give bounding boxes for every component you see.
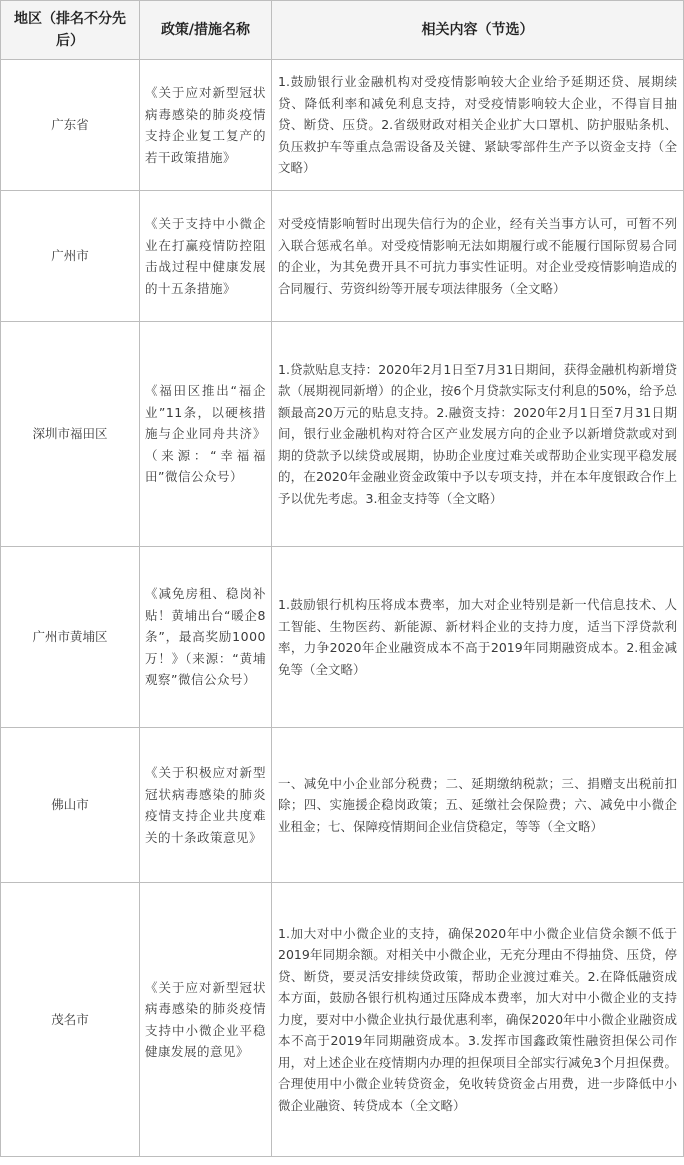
content-cell: 1.鼓励银行业金融机构对受疫情影响较大企业给予延期还贷、展期续贷、降低利率和减免利息支持，对受疫情影响较大企业，不得盲目抽贷、断贷、压贷。2.省级财政对相关企业扩大口罩机、防护服贴条机、负压救护车等重点急需设备及关键、紧缺零部件生产予以资金支持（全文略） (272, 60, 684, 191)
policy-cell: 《关于应对新型冠状病毒感染的肺炎疫情支持企业复工复产的若干政策措施》 (140, 60, 272, 191)
region-cell: 广东省 (1, 60, 140, 191)
header-region: 地区（排名不分先后） (1, 1, 140, 60)
policy-cell: 《关于支持中小微企业在打赢疫情防控阻击战过程中健康发展的十五条措施》 (140, 191, 272, 322)
table-row (1, 728, 684, 883)
policy-cell: 《关于积极应对新型冠状病毒感染的肺炎疫情支持企业共度难关的十条政策意见》 (140, 728, 272, 883)
header-content: 相关内容（节选） (272, 1, 684, 60)
content-cell: 对受疫情影响暂时出现失信行为的企业，经有关当事方认可，可暂不列入联合惩戒名单。对受疫情影响无法如期履行或不能履行国际贸易合同的企业，为其免费开具不可抗力事实性证明。对企业受疫情影响造成的合同履行、劳资纠纷等开展专项法律服务（全文略） (272, 191, 684, 322)
table-row (1, 322, 684, 547)
region-cell: 佛山市 (1, 728, 140, 883)
region-cell: 茂名市 (1, 883, 140, 1157)
content-cell: 1.鼓励银行机构压将成本费率，加大对企业特别是新一代信息技术、人工智能、生物医药、新能源、新材料企业的支持力度，适当下浮贷款利率，力争2020年企业融资成本不高于2019年同期融资成本。2.租金减免等（全文略） (272, 547, 684, 728)
policy-cell: 《福田区推出“福企业”11条，以硬核措施与企业同舟共济》（来源：“幸福福田”微信公众号） (140, 322, 272, 547)
region-cell: 广州市 (1, 191, 140, 322)
content-cell: 1.加大对中小微企业的支持，确保2020年中小微企业信贷余额不低于2019年同期余额。对相关中小微企业，无充分理由不得抽贷、压贷，停贷、断贷，要灵活安排续贷政策，帮助企业渡过难关。2.在降低融资成本方面，鼓励各银行机构通过压降成本费率，加大对中小微企业的支持力度，要对中小微企业执行最优惠利率，确保2020年中小微企业融资成本不高于2019年同期融资成本。3.发挥市国鑫政策性融资担保公司作用，对上述企业在疫情期内办理的担保项目全部实行减免3个月担保费。合理使用中小微企业转贷资金，免收转贷资金占用费，进一步降低中小微企业融资、转贷成本（全文略） (272, 883, 684, 1157)
table-row (1, 547, 684, 728)
table-row (1, 191, 684, 322)
content-cell: 一、减免中小企业部分税费；二、延期缴纳税款；三、捐赠支出税前扣除；四、实施援企稳岗政策；五、延缴社会保险费；六、减免中小微企业租金；七、保障疫情期间企业信贷稳定，等等（全文略） (272, 728, 684, 883)
policy-cell: 《减免房租、稳岗补贴！黄埔出台“暖企8条”，最高奖励1000万！》（来源：“黄埔观察”微信公众号） (140, 547, 272, 728)
header-row (1, 1, 684, 60)
content-cell: 1.贷款贴息支持：2020年2月1日至7月31日期间，获得金融机构新增贷款（展期视同新增）的企业，按6个月贷款实际支付利息的50%，给予总额最高20万元的贴息支持。2.融资支持：2020年2月1日至7月31日期间，银行业金融机构对符合区产业发展方向的企业予以新增贷款或对到期的贷款予以续贷或展期，协助企业度过难关或帮助企业实现平稳发展的，在2020年金融业资金政策中予以专项支持，并在本年度银政合作上予以优先考虑。3.租金支持等（全文略） (272, 322, 684, 547)
header-policy: 政策/措施名称 (140, 1, 272, 60)
region-cell: 深圳市福田区 (1, 322, 140, 547)
table-row (1, 883, 684, 1157)
policy-cell: 《关于应对新型冠状病毒感染的肺炎疫情支持中小微企业平稳健康发展的意见》 (140, 883, 272, 1157)
region-cell: 广州市黄埔区 (1, 547, 140, 728)
table-row (1, 60, 684, 191)
